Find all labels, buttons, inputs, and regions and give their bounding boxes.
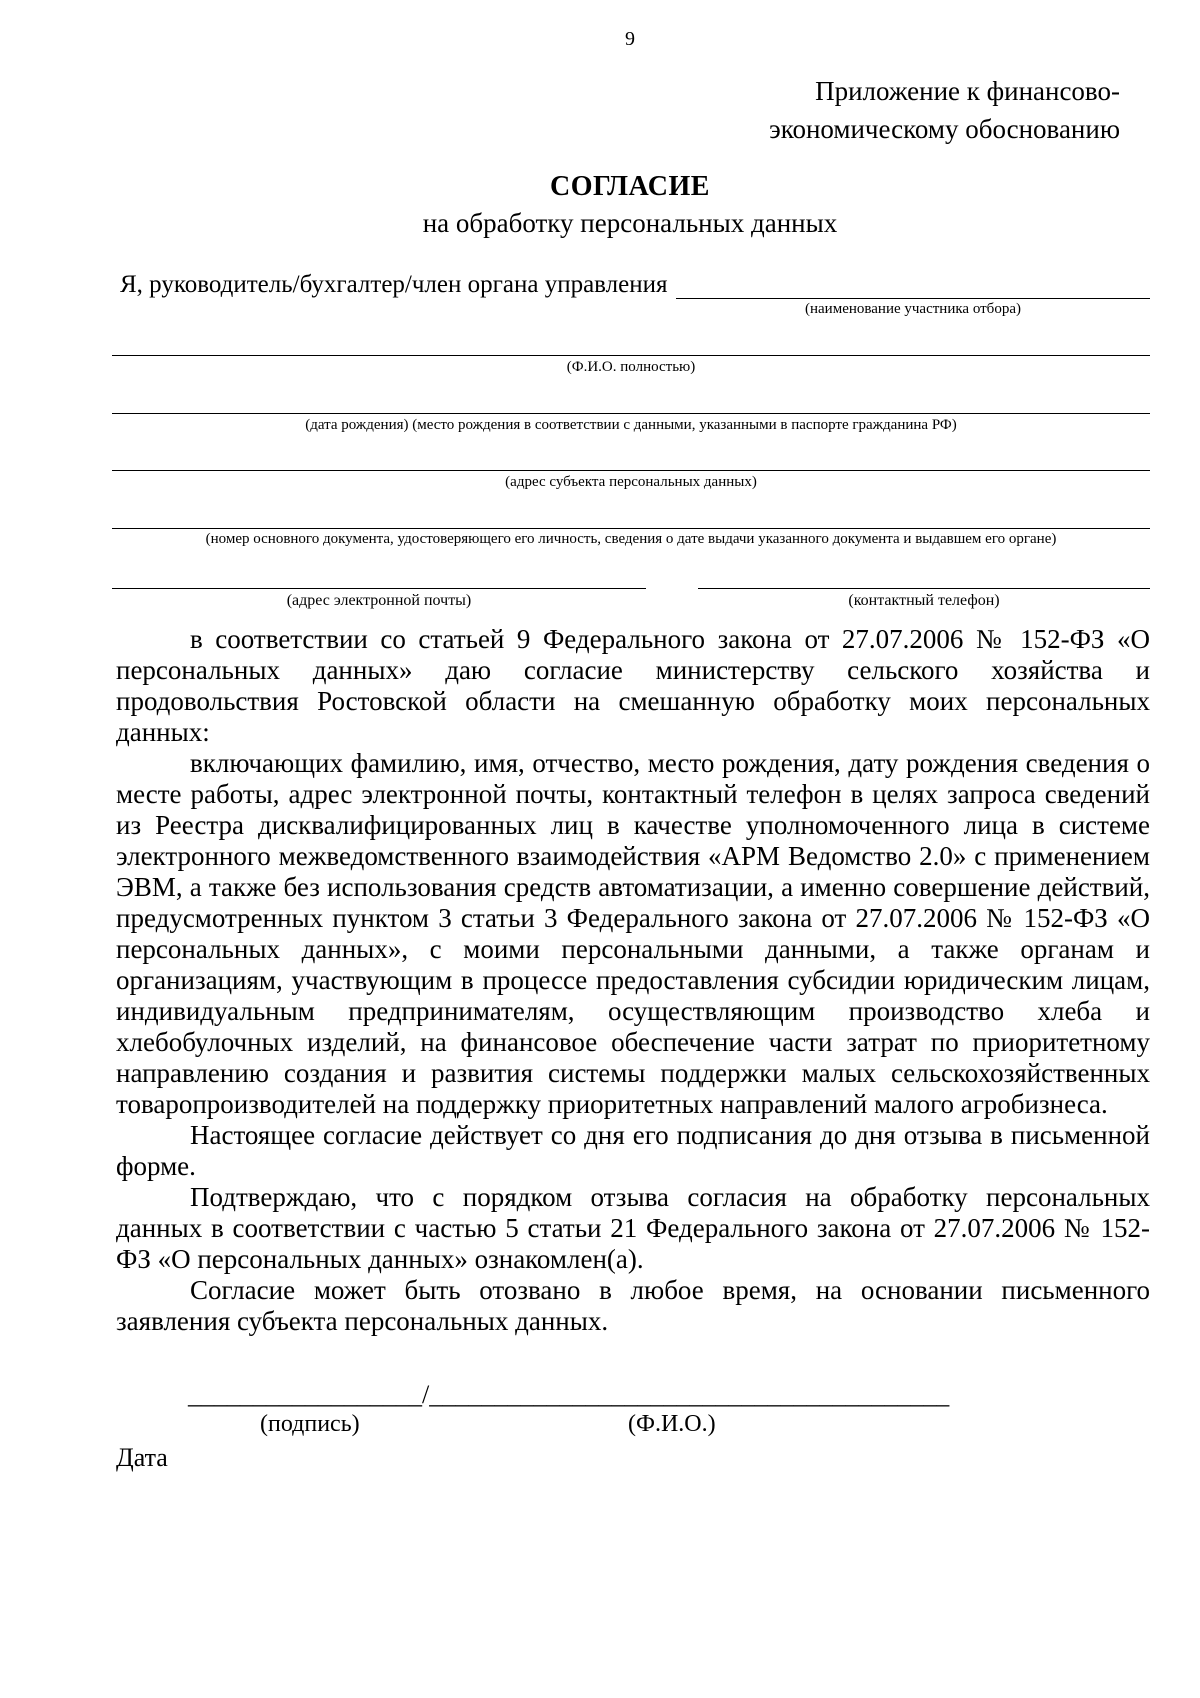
signature-fio-caption: (Ф.И.О.) bbox=[628, 1411, 716, 1437]
appendix-line-2: экономическому обоснованию bbox=[769, 114, 1120, 144]
consent-paragraph-1: в соответствии со статьей 9 Федерального закона от 27.07.2006 № 152-ФЗ «О персональных данных» даю согласие министерству сельского хозяйства и продовольствия Ростовской области на смешанную обработку моих персональных данных: bbox=[116, 624, 1150, 747]
document-title: СОГЛАСИЕ bbox=[550, 171, 710, 202]
consent-paragraph-3: Настоящее согласие действует со дня его подписания до дня отзыва в письменной форме. bbox=[116, 1120, 1150, 1181]
consent-paragraph-4: Подтверждаю, что с порядком отзыва согласия на обработку персональных данных в соответствии с частью 5 статьи 21 Федерального закона от 27.07.2006 № 152-ФЗ «О персональных данных» ознакомлен(а). bbox=[116, 1182, 1150, 1274]
email-field[interactable] bbox=[112, 588, 646, 589]
birth-info-field[interactable] bbox=[112, 413, 1150, 414]
document-subtitle: на обработку персональных данных bbox=[422, 208, 838, 238]
phone-caption: (контактный телефон) bbox=[848, 592, 1000, 609]
intro-text: Я, руководитель/бухгалтер/член органа управления bbox=[120, 271, 668, 298]
appendix-line-1: Приложение к финансово- bbox=[815, 76, 1120, 106]
participant-name-caption: (наименование участника отбора) bbox=[805, 301, 1021, 317]
page-number: 9 bbox=[625, 28, 635, 50]
appendix-note bbox=[700, 72, 1120, 148]
consent-paragraph-5: Согласие может быть отозвано в любое время, на основании письменного заявления субъекта персональных данных. bbox=[116, 1275, 1150, 1336]
fio-field[interactable] bbox=[112, 355, 1150, 356]
signature-caption: (подпись) bbox=[260, 1411, 360, 1437]
identity-document-caption: (номер основного документа, удостоверяющего его личность, сведения о дате выдачи указанного документа и выдавшем его органе) bbox=[205, 531, 1057, 547]
signature-line[interactable]: __________________/________________________________________ bbox=[188, 1380, 950, 1409]
address-caption: (адрес субъекта персональных данных) bbox=[505, 474, 757, 490]
consent-body bbox=[116, 624, 1150, 1337]
address-field[interactable] bbox=[112, 470, 1150, 471]
birth-info-caption: (дата рождения) (место рождения в соответствии с данными, указанными в паспорте гражданина РФ) bbox=[305, 417, 957, 433]
phone-field[interactable] bbox=[698, 588, 1150, 589]
consent-paragraph-2: включающих фамилию, имя, отчество, место рождения, дату рождения сведения о месте работы, адрес электронной почты, контактный телефон в целях запроса сведений из Реестра дисквалифицированных лиц в качестве уполномоченного лица в системе электронного межведомственного взаимодействия «АРМ Ведомство 2.0» с применением ЭВМ, а также без использования средств автоматизации, а именно совершение действий, предусмотренных пунктом 3 статьи 3 Федерального закона от 27.07.2006 № 152-ФЗ «О персональных данных», с моими персональными данными, а также органам и организациям, участвующим в процессе предоставления субсидии юридическим лицам, индивидуальным предпринимателям, осуществляющим производство хлеба и хлебобулочных изделий, на финансовое обеспечение части затрат по приоритетному направлению создания и развития системы поддержки малых сельскохозяйственных товаропроизводителей на поддержку приоритетных направлений малого агробизнеса. bbox=[116, 748, 1150, 1119]
email-caption: (адрес электронной почты) bbox=[286, 592, 472, 609]
date-label: Дата bbox=[116, 1443, 168, 1472]
fio-caption: (Ф.И.О. полностью) bbox=[566, 359, 696, 375]
identity-document-field[interactable] bbox=[112, 528, 1150, 529]
participant-name-field[interactable] bbox=[676, 298, 1150, 299]
